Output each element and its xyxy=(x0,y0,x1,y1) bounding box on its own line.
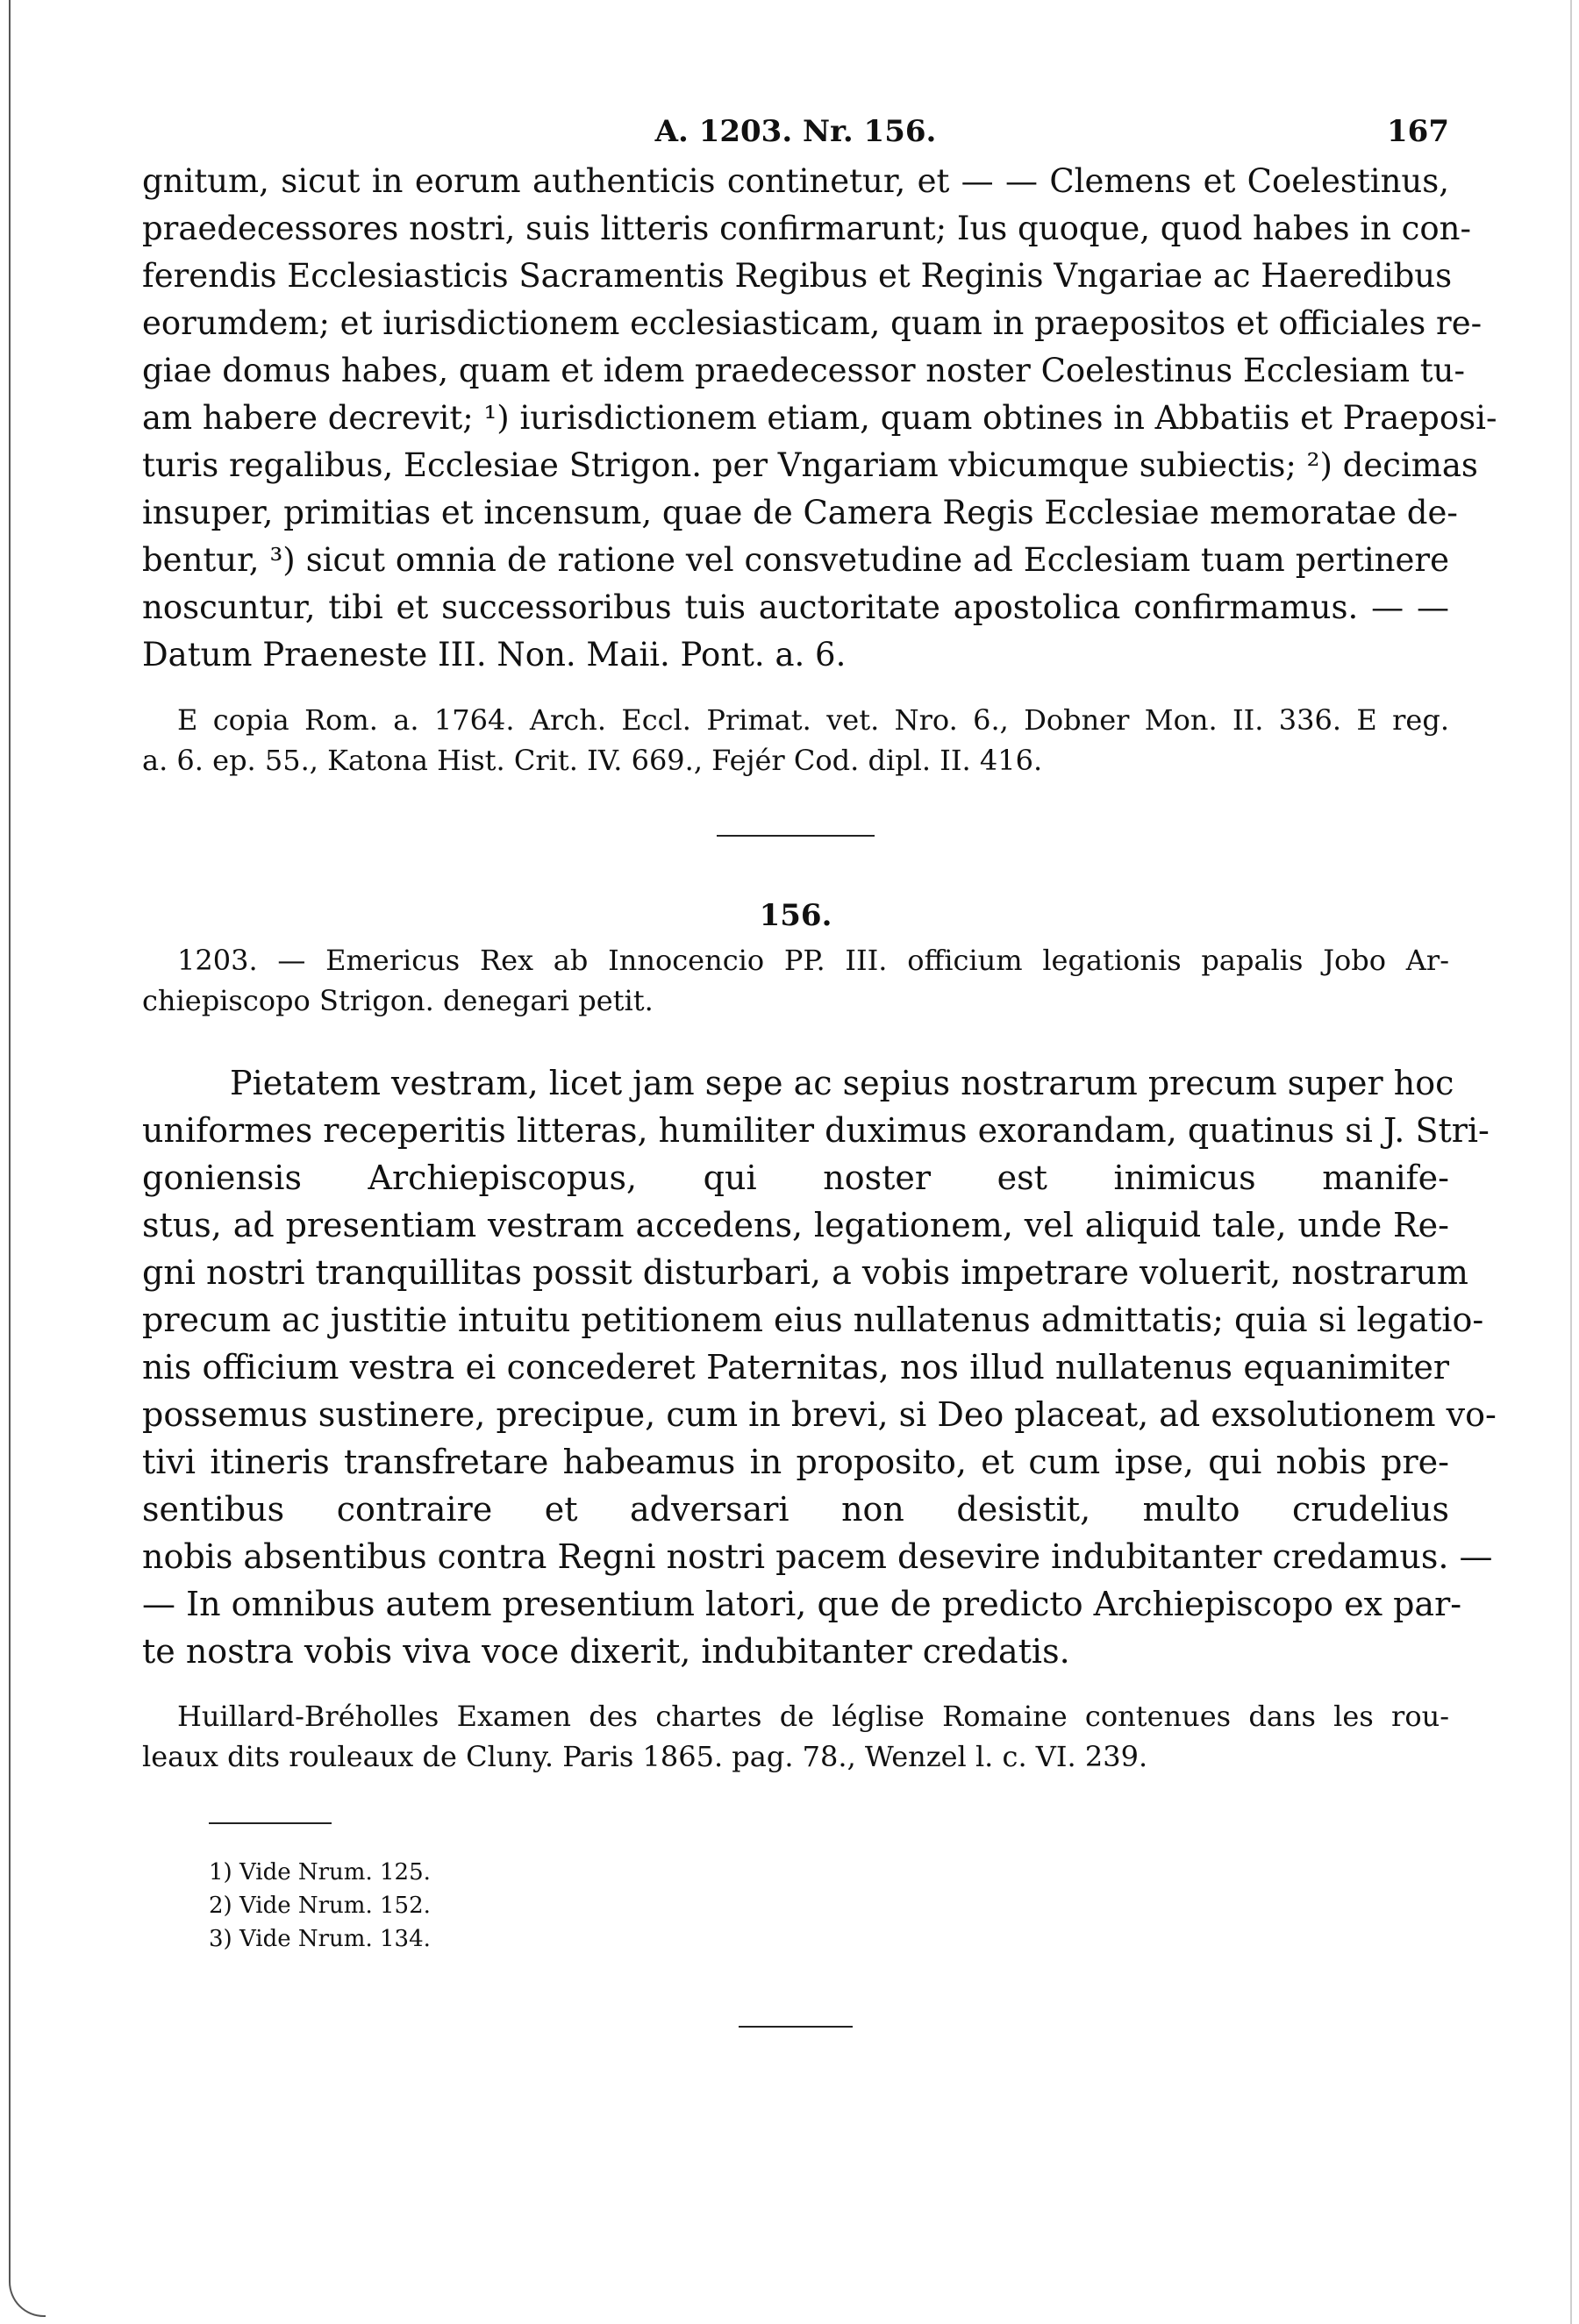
text-line: insuper, primitias et incensum, quae de Camera Regis Ecclesiae memoratae de- xyxy=(142,494,1458,531)
footnote: 1) Vide Nrum. 125. xyxy=(209,1859,431,1886)
document-number: 156. xyxy=(759,898,832,933)
document-source-note xyxy=(142,1696,1449,1777)
text-line: possemus sustinere, precipue, cum in brevi, si Deo placeat, ad exsolutionem vo- xyxy=(142,1395,1497,1434)
document-text xyxy=(142,1059,1497,1675)
text-line: gni nostri tranquillitas possit disturbari, a vobis impetrare voluerit, nostrarum xyxy=(142,1253,1468,1292)
running-title: A. 1203. Nr. 156. xyxy=(654,114,937,149)
text-line: uniformes receperitis litteras, humiliter duximus exorandam, quatinus si J. Stri- xyxy=(142,1111,1490,1150)
text-line: goniensis Archiepiscopus, qui noster est inimicus manife- xyxy=(142,1158,1449,1197)
document-regest xyxy=(142,940,1449,1021)
page-end-divider xyxy=(739,2026,853,2028)
footnote-divider xyxy=(209,1822,332,1824)
text-line: te nostra vobis viva voce dixerit, indubitanter credatis. xyxy=(142,1632,1070,1671)
footnote: 3) Vide Nrum. 134. xyxy=(209,1926,431,1952)
text-line: precum ac justitie intuitu petitionem eius nullatenus admittatis; quia si legatio- xyxy=(142,1301,1484,1339)
regest-line: 1203. — Emericus Rex ab Innocencio PP. III. officium legationis papalis Jobo Ar- xyxy=(177,944,1449,977)
text-line: sentibus contraire et adversari non desistit, multo crudelius xyxy=(142,1490,1449,1529)
scan-border-curve xyxy=(9,2254,46,2317)
text-line: eorumdem; et iurisdictionem ecclesiasticam, quam in praepositos et officiales re- xyxy=(142,304,1483,342)
page xyxy=(142,105,1497,2028)
text-line: Pietatem vestram, licet jam sepe ac sepius nostrarum precum super hoc xyxy=(230,1064,1454,1102)
text-line: — In omnibus autem presentium latori, que de predicto Archiepiscopo ex par- xyxy=(142,1585,1462,1623)
regest-line: chiepiscopo Strigon. denegari petit. xyxy=(142,984,654,1017)
text-line: nobis absentibus contra Regni nostri pacem desevire indubitanter credamus. — xyxy=(142,1537,1493,1576)
text-line: stus, ad presentiam vestram accedens, legationem, vel aliquid tale, unde Re- xyxy=(142,1206,1449,1244)
footnotes xyxy=(209,1856,1449,1956)
text-line: tivi itineris transfretare habeamus in proposito, et cum ipse, qui nobis pre- xyxy=(142,1443,1449,1481)
scan-border-right xyxy=(1570,0,1572,2324)
text-line: bentur, ³) sicut omnia de ratione vel consvetudine ad Ecclesiam tuam pertinere xyxy=(142,541,1449,579)
source-line: E copia Rom. a. 1764. Arch. Eccl. Primat. vet. Nro. 6., Dobner Mon. II. 336. E reg. xyxy=(177,703,1449,737)
page-number: 167 xyxy=(1387,114,1449,149)
scan-border-left xyxy=(9,0,11,2280)
text-line: nis officium vestra ei concederet Paternitas, nos illud nullatenus equanimiter xyxy=(142,1348,1449,1387)
source-line: leaux dits rouleaux de Cluny. Paris 1865. pag. 78., Wenzel l. c. VI. 239. xyxy=(142,1740,1148,1773)
running-head xyxy=(142,105,1449,158)
text-line: giae domus habes, quam et idem praedecessor noster Coelestinus Ecclesiam tu- xyxy=(142,352,1466,389)
text-line: Datum Praeneste III. Non. Maii. Pont. a. 6. xyxy=(142,636,847,674)
text-line: noscuntur, tibi et successoribus tuis auctoritate apostolica confirmamus. — — xyxy=(142,588,1449,626)
source-line: a. 6. ep. 55., Katona Hist. Crit. IV. 669., Fejér Cod. dipl. II. 416. xyxy=(142,744,1043,777)
text-line: am habere decrevit; ¹) iurisdictionem etiam, quam obtines in Abbatiis et Praeposi- xyxy=(142,399,1497,437)
previous-source-note xyxy=(142,700,1449,781)
footnote: 2) Vide Nrum. 152. xyxy=(209,1893,431,1919)
text-line: turis regalibus, Ecclesiae Strigon. per Vngariam vbicumque subiectis; ²) decimas xyxy=(142,446,1478,484)
text-line: praedecessores nostri, suis litteris confirmarunt; Ius quoque, quod habes in con- xyxy=(142,210,1471,247)
section-divider xyxy=(717,835,875,837)
previous-document-text xyxy=(142,158,1497,679)
source-line: Huillard-Bréholles Examen des chartes de léglise Romaine contenues dans les rou- xyxy=(177,1700,1449,1733)
text-line: ferendis Ecclesiasticis Sacramentis Regibus et Reginis Vngariae ac Haeredibus xyxy=(142,257,1453,295)
text-line: gnitum, sicut in eorum authenticis continetur, et — — Clemens et Coelestinus, xyxy=(142,162,1449,200)
